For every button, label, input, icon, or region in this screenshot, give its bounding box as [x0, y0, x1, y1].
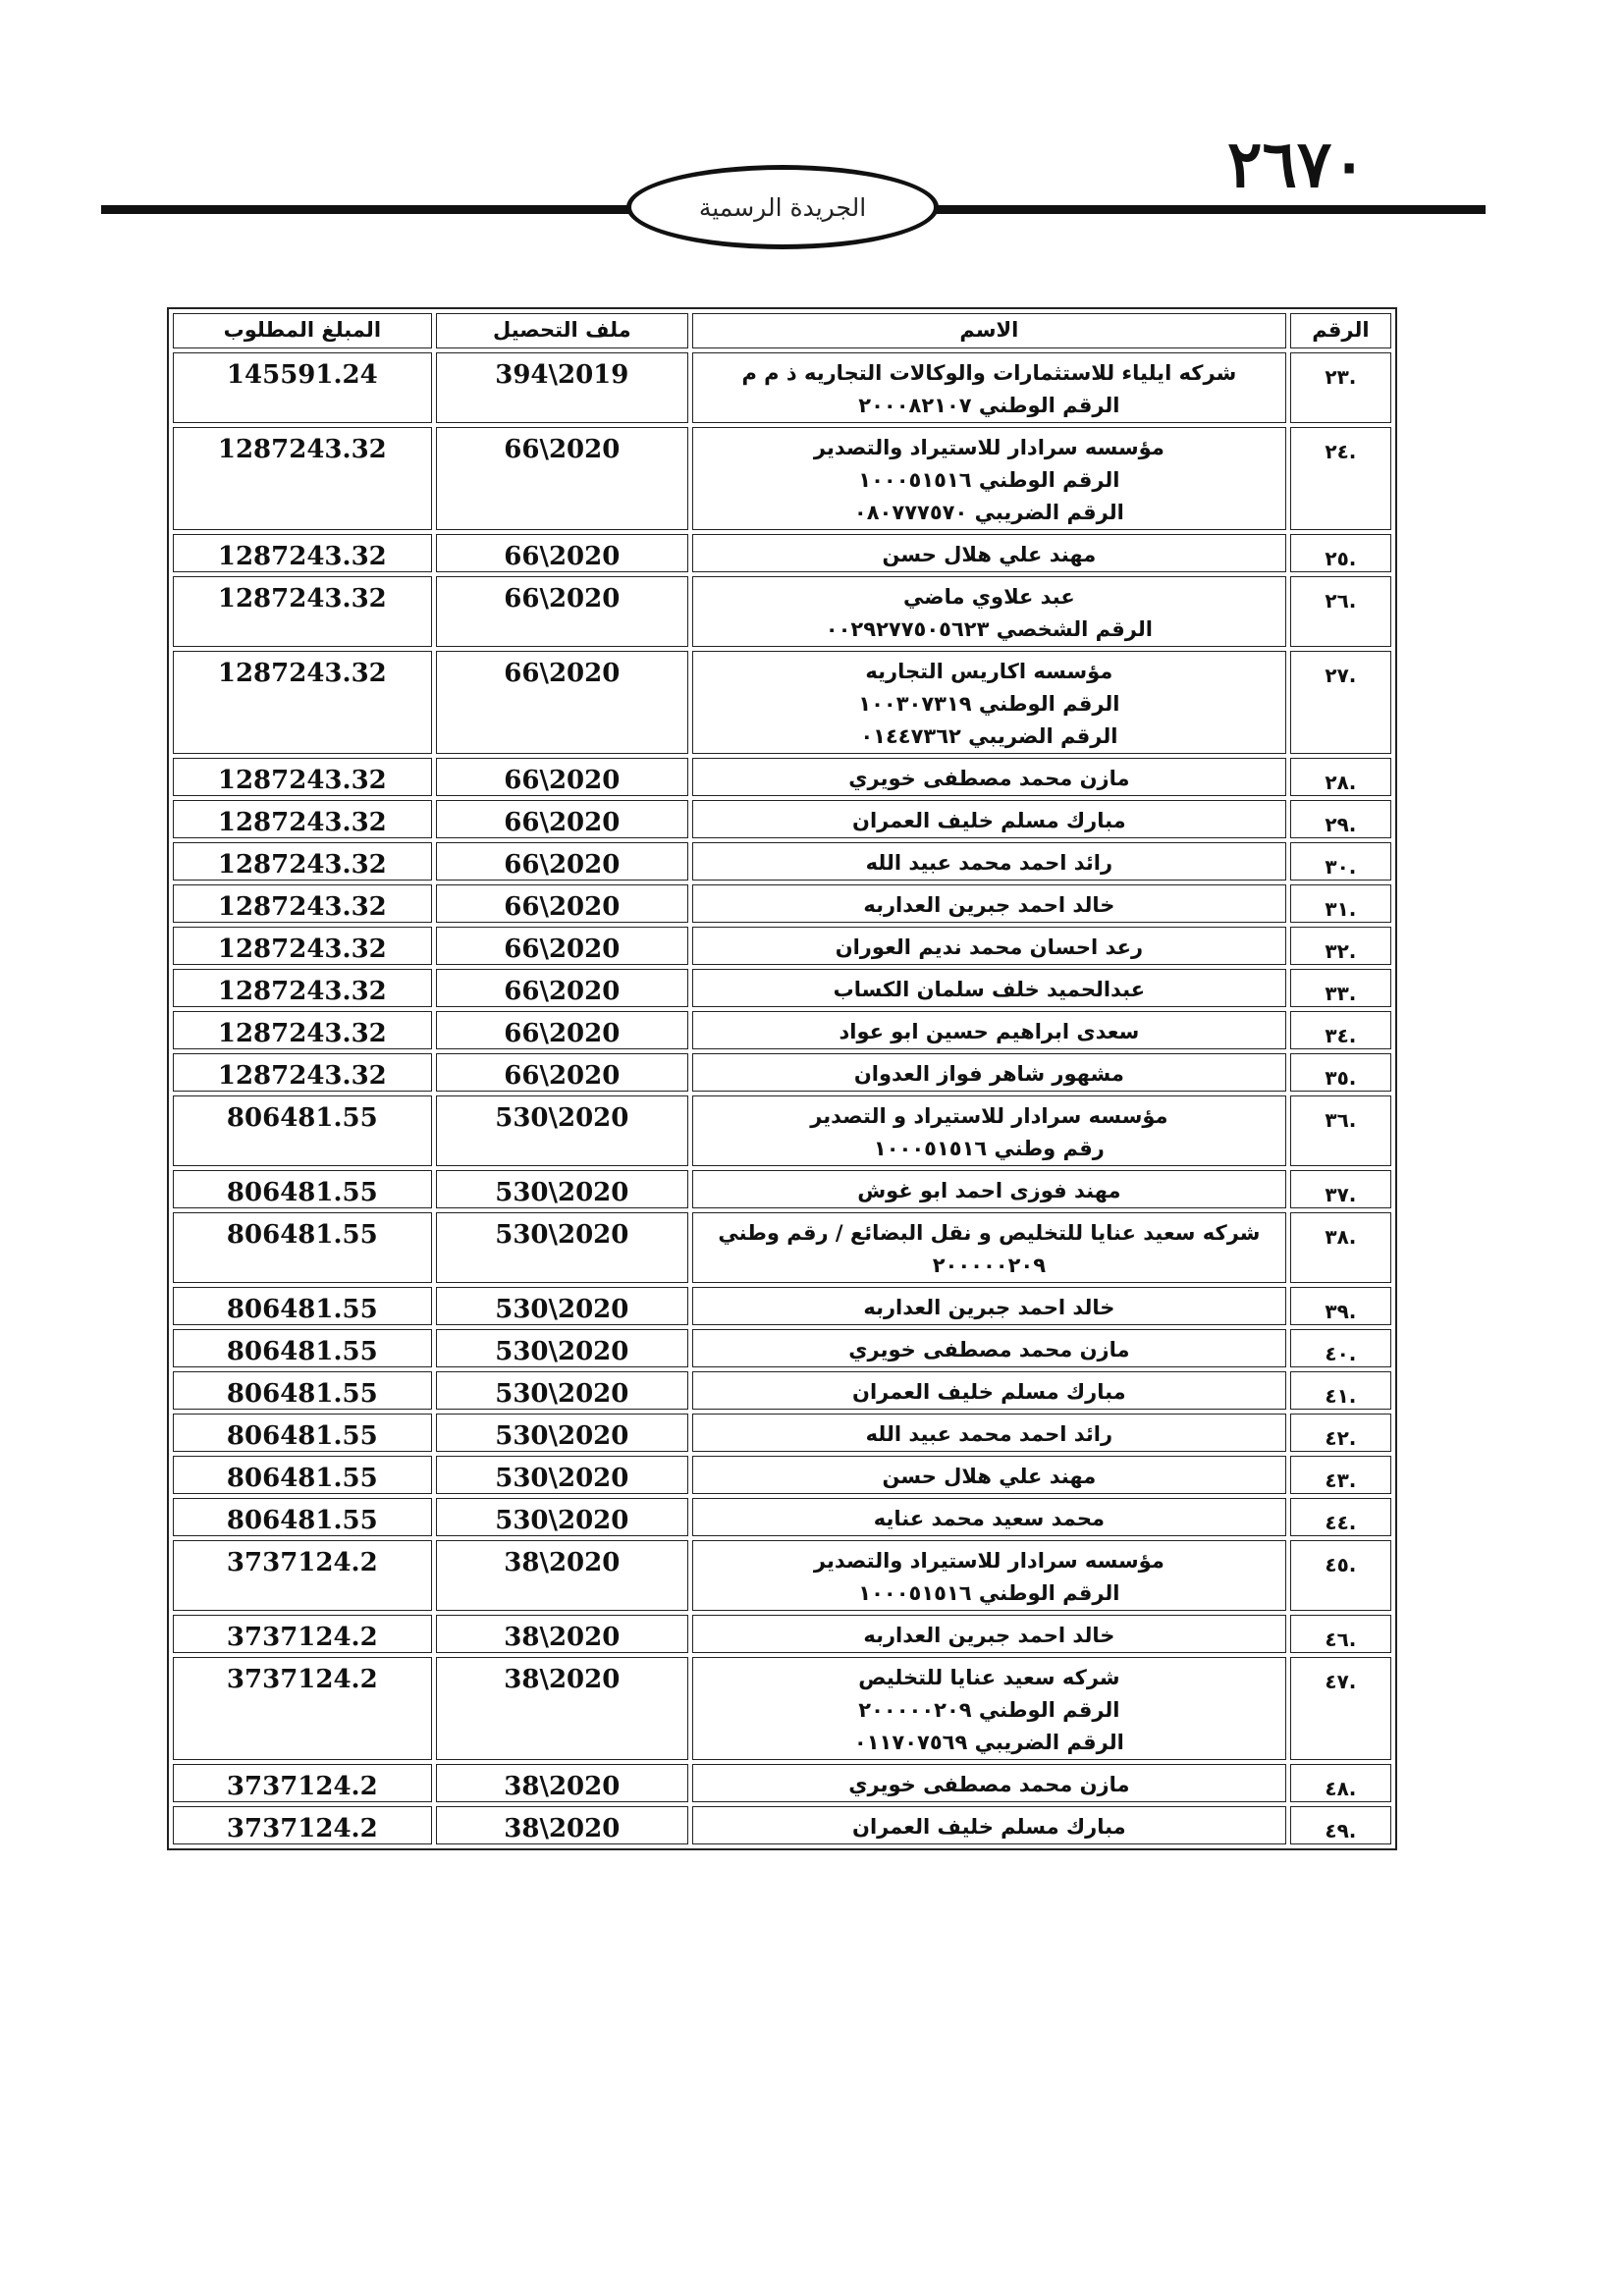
table-row — [173, 1095, 1391, 1166]
row-name — [692, 534, 1286, 572]
row-amount: 3737124.2 — [173, 1764, 432, 1802]
row-file: 66\2020 — [436, 1053, 688, 1092]
row-file: 530\2020 — [436, 1456, 688, 1494]
name-line: مؤسسه اكاريس التجاريه — [865, 660, 1113, 683]
table-header-row — [173, 313, 1391, 348]
table-row — [173, 884, 1391, 923]
row-number: .٣٥ — [1290, 1053, 1391, 1092]
row-name — [692, 1657, 1286, 1760]
row-file: 66\2020 — [436, 969, 688, 1007]
table-row — [173, 427, 1391, 530]
row-number: .٤٥ — [1290, 1540, 1391, 1611]
row-amount: 806481.55 — [173, 1095, 432, 1166]
column-header-name: الاسم — [692, 313, 1286, 348]
row-file: 38\2020 — [436, 1764, 688, 1802]
name-line: مازن محمد مصطفى خويري — [848, 767, 1130, 790]
name-line: مبارك مسلم خليف العمران — [852, 1815, 1126, 1839]
table-row — [173, 534, 1391, 572]
row-amount: 1287243.32 — [173, 1053, 432, 1092]
name-line: مشهور شاهر فواز العدوان — [853, 1062, 1124, 1086]
row-name — [692, 1095, 1286, 1166]
row-name — [692, 1498, 1286, 1536]
name-line: مهند علي هلال حسن — [882, 1465, 1097, 1488]
name-line: رقم وطني ١٠٠٠٥١٥١٦ — [873, 1137, 1105, 1160]
row-file: 530\2020 — [436, 1329, 688, 1367]
table-row — [173, 576, 1391, 647]
row-name — [692, 1414, 1286, 1452]
name-line: خالد احمد جبرين العداربه — [863, 893, 1115, 917]
row-name — [692, 1287, 1286, 1325]
row-file: 394\2019 — [436, 352, 688, 423]
row-name — [692, 842, 1286, 881]
name-line: شركه ايلياء للاستثمارات والوكالات التجاريه ذ م م — [741, 361, 1237, 385]
row-number: .٢٤ — [1290, 427, 1391, 530]
name-line: الرقم الوطني ١٠٠٠٥١٥١٦ — [858, 1581, 1120, 1605]
name-line: الرقم الوطني ١٠٠٠٥١٥١٦ — [858, 468, 1120, 492]
name-line: الرقم الضريبي ٠١١٧٠٧٥٦٩ — [853, 1731, 1124, 1754]
gazette-title: الجريدة الرسمية — [698, 192, 867, 222]
name-line: خالد احمد جبرين العداربه — [863, 1296, 1115, 1319]
row-number: .٤٤ — [1290, 1498, 1391, 1536]
column-header-amount: المبلغ المطلوب — [173, 313, 432, 348]
row-number: .٢٨ — [1290, 758, 1391, 796]
table-row — [173, 1287, 1391, 1325]
row-name — [692, 651, 1286, 754]
row-number: .٣٨ — [1290, 1212, 1391, 1283]
row-amount: 3737124.2 — [173, 1540, 432, 1611]
row-number: .٣١ — [1290, 884, 1391, 923]
row-amount: 145591.24 — [173, 352, 432, 423]
table-row — [173, 1764, 1391, 1802]
row-file: 38\2020 — [436, 1540, 688, 1611]
row-amount: 1287243.32 — [173, 927, 432, 965]
row-file: 530\2020 — [436, 1287, 688, 1325]
row-file: 38\2020 — [436, 1615, 688, 1653]
table-row — [173, 1371, 1391, 1410]
row-number: .٢٧ — [1290, 651, 1391, 754]
row-amount: 3737124.2 — [173, 1615, 432, 1653]
row-amount: 1287243.32 — [173, 842, 432, 881]
row-file: 66\2020 — [436, 576, 688, 647]
row-number: .٢٦ — [1290, 576, 1391, 647]
row-number: .٤٨ — [1290, 1764, 1391, 1802]
header-oval — [626, 165, 939, 249]
name-line: مبارك مسلم خليف العمران — [852, 809, 1126, 832]
row-amount: 1287243.32 — [173, 758, 432, 796]
column-header-file: ملف التحصيل — [436, 313, 688, 348]
row-name — [692, 800, 1286, 838]
row-file: 66\2020 — [436, 651, 688, 754]
table-row — [173, 800, 1391, 838]
row-amount: 1287243.32 — [173, 576, 432, 647]
row-file: 66\2020 — [436, 758, 688, 796]
name-line: شركه سعيد عنايا للتخليص — [858, 1666, 1120, 1689]
row-number: .٣٦ — [1290, 1095, 1391, 1166]
row-name — [692, 1456, 1286, 1494]
row-file: 66\2020 — [436, 800, 688, 838]
name-line: رائد احمد محمد عبيد الله — [865, 851, 1113, 875]
row-amount: 1287243.32 — [173, 800, 432, 838]
row-file: 530\2020 — [436, 1371, 688, 1410]
row-amount: 806481.55 — [173, 1371, 432, 1410]
table-row — [173, 927, 1391, 965]
name-line: رائد احمد محمد عبيد الله — [865, 1422, 1113, 1446]
name-line: شركه سعيد عنايا للتخليص و نقل البضائع / رقم وطني — [718, 1221, 1261, 1245]
table-row — [173, 1498, 1391, 1536]
row-name — [692, 1170, 1286, 1208]
name-line: الرقم الضريبي ٠١٤٤٧٣٦٢ — [860, 724, 1118, 748]
table-row — [173, 1170, 1391, 1208]
row-number: .٢٣ — [1290, 352, 1391, 423]
name-line: مبارك مسلم خليف العمران — [852, 1380, 1126, 1404]
table-row — [173, 1011, 1391, 1049]
row-name — [692, 576, 1286, 647]
row-file: 38\2020 — [436, 1657, 688, 1760]
row-name — [692, 758, 1286, 796]
row-amount: 3737124.2 — [173, 1806, 432, 1844]
row-file: 66\2020 — [436, 1011, 688, 1049]
row-amount: 1287243.32 — [173, 969, 432, 1007]
row-amount: 1287243.32 — [173, 651, 432, 754]
row-file: 66\2020 — [436, 884, 688, 923]
name-line: مؤسسه سرادار للاستيراد والتصدير — [813, 1549, 1164, 1573]
name-line: الرقم الضريبي ٠٨٠٧٧٧٥٧٠ — [853, 501, 1124, 524]
row-number: .٢٥ — [1290, 534, 1391, 572]
name-line: مؤسسه سرادار للاستيراد و التصدير — [810, 1104, 1168, 1128]
ledger-table — [167, 307, 1397, 1850]
name-line: مهند علي هلال حسن — [882, 543, 1097, 566]
name-line: سعدى ابراهيم حسين ابو عواد — [839, 1020, 1140, 1043]
row-name — [692, 1806, 1286, 1844]
name-line: مازن محمد مصطفى خويري — [848, 1773, 1130, 1796]
row-amount: 806481.55 — [173, 1287, 432, 1325]
row-amount: 806481.55 — [173, 1456, 432, 1494]
row-number: .٤٧ — [1290, 1657, 1391, 1760]
table-row — [173, 1540, 1391, 1611]
table-row — [173, 1806, 1391, 1844]
row-file: 530\2020 — [436, 1414, 688, 1452]
row-name — [692, 352, 1286, 423]
name-line: خالد احمد جبرين العداربه — [863, 1624, 1115, 1647]
table-row — [173, 651, 1391, 754]
name-line: الرقم الشخصي ٠٠٢٩٢٧٧٥٠٥٦٢٣ — [825, 617, 1153, 641]
row-number: .٣٤ — [1290, 1011, 1391, 1049]
row-name — [692, 884, 1286, 923]
row-amount: 1287243.32 — [173, 534, 432, 572]
row-amount: 806481.55 — [173, 1329, 432, 1367]
name-line: ٢٠٠٠٠٠٢٠٩ — [932, 1254, 1047, 1277]
row-file: 66\2020 — [436, 927, 688, 965]
row-number: .٢٩ — [1290, 800, 1391, 838]
row-amount: 806481.55 — [173, 1212, 432, 1283]
row-file: 66\2020 — [436, 842, 688, 881]
name-line: مازن محمد مصطفى خويري — [848, 1338, 1130, 1362]
row-amount: 1287243.32 — [173, 427, 432, 530]
row-file: 66\2020 — [436, 534, 688, 572]
name-line: مؤسسه سرادار للاستيراد والتصدير — [813, 436, 1164, 459]
name-line: الرقم الوطني ١٠٠٣٠٧٣١٩ — [858, 692, 1120, 716]
row-name — [692, 1371, 1286, 1410]
row-number: .٤١ — [1290, 1371, 1391, 1410]
row-name — [692, 1011, 1286, 1049]
row-amount: 806481.55 — [173, 1170, 432, 1208]
table-row — [173, 1615, 1391, 1653]
row-number: .٣٠ — [1290, 842, 1391, 881]
table-row — [173, 1657, 1391, 1760]
table-row — [173, 969, 1391, 1007]
row-name — [692, 927, 1286, 965]
row-amount: 806481.55 — [173, 1498, 432, 1536]
name-line: الرقم الوطني ٢٠٠٠٠٠٢٠٩ — [858, 1698, 1120, 1722]
row-name — [692, 1212, 1286, 1283]
row-name — [692, 1329, 1286, 1367]
row-name — [692, 1053, 1286, 1092]
row-file: 530\2020 — [436, 1095, 688, 1166]
page-number: ٢٦٧٠ — [1227, 126, 1367, 202]
table-row — [173, 352, 1391, 423]
row-amount: 1287243.32 — [173, 884, 432, 923]
name-line: محمد سعيد محمد عنايه — [873, 1507, 1105, 1530]
row-number: .٣٧ — [1290, 1170, 1391, 1208]
name-line: عبد علاوي ماضي — [903, 585, 1075, 609]
row-name — [692, 1764, 1286, 1802]
table-body — [173, 352, 1391, 1844]
row-name — [692, 1540, 1286, 1611]
row-name — [692, 1615, 1286, 1653]
table-row — [173, 1414, 1391, 1452]
row-file: 530\2020 — [436, 1498, 688, 1536]
name-line: مهند فوزى احمد ابو غوش — [857, 1179, 1121, 1202]
name-line: الرقم الوطني ٢٠٠٠٨٢١٠٧ — [858, 394, 1120, 417]
row-file: 530\2020 — [436, 1212, 688, 1283]
row-number: .٤٠ — [1290, 1329, 1391, 1367]
row-file: 38\2020 — [436, 1806, 688, 1844]
row-number: .٤٣ — [1290, 1456, 1391, 1494]
row-file: 530\2020 — [436, 1170, 688, 1208]
row-number: .٣٣ — [1290, 969, 1391, 1007]
table-row — [173, 758, 1391, 796]
name-line: عبدالحميد خلف سلمان الكساب — [833, 978, 1146, 1001]
row-number: .٤٩ — [1290, 1806, 1391, 1844]
row-name — [692, 969, 1286, 1007]
row-number: .٤٦ — [1290, 1615, 1391, 1653]
column-header-number: الرقم — [1290, 313, 1391, 348]
name-line: رعد احسان محمد نديم العوران — [835, 935, 1144, 959]
row-amount: 806481.55 — [173, 1414, 432, 1452]
row-number: .٣٢ — [1290, 927, 1391, 965]
row-number: .٤٢ — [1290, 1414, 1391, 1452]
row-number: .٣٩ — [1290, 1287, 1391, 1325]
table-row — [173, 1456, 1391, 1494]
table-row — [173, 1329, 1391, 1367]
row-amount: 1287243.32 — [173, 1011, 432, 1049]
table-row — [173, 1053, 1391, 1092]
row-amount: 3737124.2 — [173, 1657, 432, 1760]
row-name — [692, 427, 1286, 530]
table-row — [173, 842, 1391, 881]
table-row — [173, 1212, 1391, 1283]
row-file: 66\2020 — [436, 427, 688, 530]
